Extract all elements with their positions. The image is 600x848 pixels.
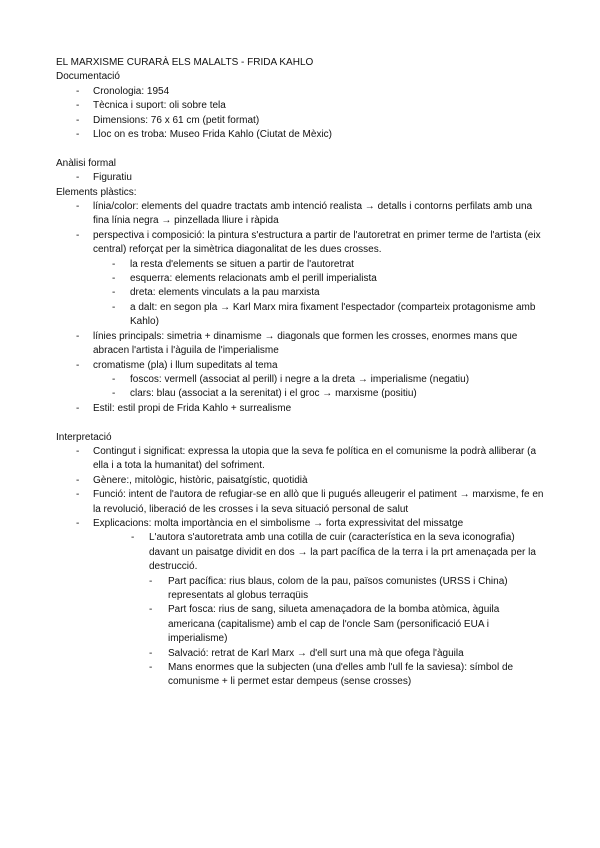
list-item: - dreta: elements vinculats a la pau marxista (112, 287, 320, 299)
list-item: - Part pacífica: rius blaus, colom de la pau, països comunistes (URSS i China) representats al globus terraqüis (149, 575, 508, 601)
list-item: - foscos: vermell (associat al perill) i negre a la dreta → imperialisme (negatiu) (112, 373, 470, 385)
list-item: - Lloc on es troba: Museo Frida Kahlo (Ciutat de Mèxic) (76, 129, 332, 141)
list-item: - cromatisme (pla) i llum supeditats al tema (76, 359, 278, 371)
subheading-elements-plastics: Elements plàstics: (56, 186, 137, 198)
list-item: - Contingut i significat: expressa la utopia que la seva fe política en el comunisme la podrà alliberar (a ella i a tota la humanitat) del sofriment. (76, 445, 537, 472)
section-heading-interpretacio: Interpretació (56, 431, 112, 443)
list-item: - Cronologia: 1954 (76, 85, 170, 97)
document-page (56, 56, 546, 690)
list-item: - clars: blau (associat a la serenitat) i el groc → marxisme (positiu) (112, 388, 417, 400)
list-item: - esquerra: elements relacionats amb el perill imperialista (112, 273, 377, 285)
list-item: - línia/color: elements del quadre tractats amb intenció realista → detalls i contorns perfilats amb una fina línia negra → pinzellada lliure i ràpida (76, 201, 533, 227)
list-item: - Mans enormes que la subjecten (una d'elles amb l'ull fe la saviesa): símbol de comunisme + li permet estar dempeus (sense crosses) (149, 662, 514, 688)
list-item: - la resta d'elements se situen a partir de l'autoretrat (112, 258, 354, 270)
list-item: - Funció: intent de l'autora de refugiar-se en allò que li pugués alleugerir el patiment → marxisme, fe en la revolució, liberació de les crosses i la seva situació personal de salut (76, 489, 544, 515)
list-item: - Estil: estil propi de Frida Kahlo + surrealisme (76, 402, 292, 414)
list-item: - Dimensions: 76 x 61 cm (petit format) (76, 114, 260, 126)
list-item: - Figuratiu (76, 172, 132, 184)
list-item: - perspectiva i composició: la pintura s'estructura a partir de l'autoretrat en primer terme de l'artista (eix central) reforçat per la simètrica diagonalitat de les dues crosses. (76, 229, 541, 256)
list-item: - línies principals: simetria + dinamisme → diagonals que formen les crosses, enormes mans que abracen l'artista i l'àguila de l'imperialisme (76, 330, 518, 357)
list-item: - Salvació: retrat de Karl Marx → d'ell surt una mà que ofega l'àguila (149, 647, 464, 659)
list-item: - L'autora s'autoretrata amb una cotilla de cuir (característica en la seva iconografia) davant un paisatge dividit en dos → la part pacífica de la terra i la prt amenaçada per la destrucció. (131, 532, 536, 573)
list-item: - Tècnica i suport: oli sobre tela (76, 100, 226, 112)
section-heading-analisi: Anàlisi formal (56, 157, 117, 169)
list-item: - a dalt: en segon pla → Karl Marx mira fixament l'espectador (comparteix protagonisme amb Kahlo) (112, 301, 536, 328)
list-item: - Explicacions: molta importància en el simbolisme → forta expressivitat del missatge (76, 517, 464, 529)
document-title: EL MARXISME CURARÀ ELS MALALTS - FRIDA KAHLO (56, 57, 314, 68)
list-item: - Part fosca: rius de sang, silueta amenaçadora de la bomba atòmica, àguila americana (capitalisme) amb el cap de l'oncle Sam (personificació EUA i imperialisme) (149, 604, 500, 645)
section-heading-documentacio: Documentació (56, 71, 120, 83)
list-item: - Gènere:, mitològic, històric, paisatgístic, quotidià (76, 474, 308, 486)
